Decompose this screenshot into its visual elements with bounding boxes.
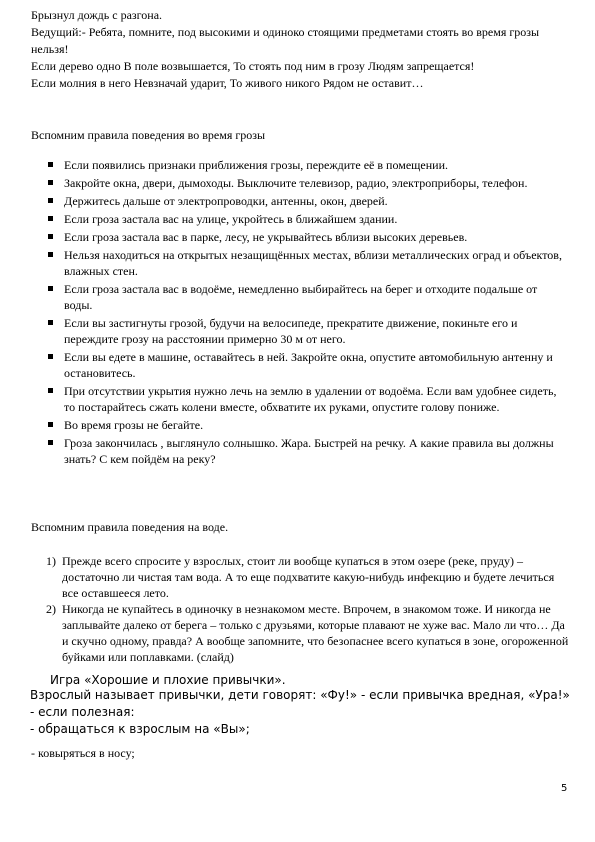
- square-bullet-icon: [48, 422, 53, 427]
- square-bullet-icon: [48, 252, 53, 257]
- list-item: [48, 349, 568, 381]
- habit-nose-line: - ковыряться в носу;: [31, 746, 135, 760]
- square-bullet-icon: [48, 440, 53, 445]
- list-item: [48, 211, 568, 227]
- list-item-text: Никогда не купайтесь в одиночку в незнакомом месте. Впрочем, в знакомом тоже. И никогда не заплывайте далеко от берега – только с друзьями, которые плавают не хуже вас. Мало ли что… Да и скучно одному, правда? А вообще запомните, что безопаснее всего купаться в зоне, огороженной буйками или поплавками. (слайд): [62, 602, 569, 664]
- list-item-text: Держитесь дальше от электропроводки, антенны, окон, дверей.: [64, 194, 388, 208]
- list-item-number: 2): [46, 602, 56, 616]
- water-rules-list: [46, 553, 570, 665]
- list-item: [48, 229, 568, 245]
- list-item: [48, 193, 568, 209]
- list-item-number: 1): [46, 554, 56, 568]
- square-bullet-icon: [48, 216, 53, 221]
- list-item-text: Если вы застигнуты грозой, будучи на велосипеде, прекратите движение, покиньте его и переждите грозу на расстоянии примерно 30 м от него.: [64, 316, 518, 346]
- thunderstorm-rules-list: [48, 157, 568, 469]
- page-number: 5: [561, 783, 568, 794]
- list-item: [48, 175, 568, 191]
- list-item: [48, 435, 568, 467]
- list-item-text: Закройте окна, двери, дымоходы. Выключите телевизор, радио, электроприборы, телефон.: [64, 176, 528, 190]
- intro-line: Если молния в него Невзначай ударит, То живого никого Рядом не оставит…: [31, 76, 424, 90]
- square-bullet-icon: [48, 354, 53, 359]
- list-item-text: Гроза закончилась , выглянуло солнышко. Жара. Быстрей на речку. А какие правила вы должны знать? С кем пойдём на реку?: [64, 436, 554, 466]
- list-item: [48, 383, 568, 415]
- habits-line: Взрослый называет привычки, дети говорят: «Фу!» - если привычка вредная, «Ура!» - если полезная:: [30, 688, 570, 719]
- list-item: [46, 601, 570, 665]
- water-rules-heading: Вспомним правила поведения на воде.: [31, 520, 229, 534]
- list-item-text: Во время грозы не бегайте.: [64, 418, 204, 432]
- list-item-text: Нельзя находиться на открытых незащищённых местах, вблизи металлических оград и объектов, влажных стен.: [64, 248, 562, 278]
- list-item: [48, 417, 568, 433]
- list-item-text: Если гроза застала вас в водоёме, немедленно выбирайтесь на берег и отходите подальше от воды.: [64, 282, 538, 312]
- square-bullet-icon: [48, 162, 53, 167]
- list-item-text: Если появились признаки приближения грозы, переждите её в помещении.: [64, 158, 448, 172]
- list-item: [48, 247, 568, 279]
- game-title: Игра «Хорошие и плохие привычки».: [50, 673, 286, 687]
- list-item-text: Если гроза застала вас на улице, укройтесь в ближайшем здании.: [64, 212, 398, 226]
- list-item: [48, 315, 568, 347]
- square-bullet-icon: [48, 320, 53, 325]
- habits-line: - обращаться к взрослым на «Вы»;: [30, 722, 250, 736]
- intro-line: Если дерево одно В поле возвышается, То стоять под ним в грозу Людям запрещается!: [31, 59, 475, 73]
- square-bullet-icon: [48, 198, 53, 203]
- square-bullet-icon: [48, 234, 53, 239]
- list-item: [46, 553, 570, 601]
- intro-line: Ведущий:- Ребята, помните, под высокими и одиноко стоящими предметами стоять во время грозы нельзя!: [31, 25, 540, 56]
- habits-text: [30, 687, 575, 738]
- square-bullet-icon: [48, 180, 53, 185]
- intro-line: Брызнул дождь с разгона.: [31, 8, 163, 22]
- intro-text: [31, 7, 571, 92]
- list-item: [48, 281, 568, 313]
- square-bullet-icon: [48, 388, 53, 393]
- list-item-text: При отсутствии укрытия нужно лечь на землю в удалении от водоёма. Если вам удобнее сидеть, то постарайтесь сжать колени вместе, обхватите их руками, опустите голову пониже.: [64, 384, 557, 414]
- thunderstorm-rules-heading: Вспомним правила поведения во время грозы: [31, 128, 266, 142]
- list-item-text: Если вы едете в машине, оставайтесь в ней. Закройте окна, опустите автомобильную антенну и остановитесь.: [64, 350, 553, 380]
- list-item-text: Прежде всего спросите у взрослых, стоит ли вообще купаться в этом озере (реке, пруду) – достаточно ли чистая там вода. А то еще подхватите какую-нибудь инфекцию и будете лечиться все оставшееся лето.: [62, 554, 555, 600]
- square-bullet-icon: [48, 286, 53, 291]
- list-item: [48, 157, 568, 173]
- list-item-text: Если гроза застала вас в парке, лесу, не укрывайтесь вблизи высоких деревьев.: [64, 230, 468, 244]
